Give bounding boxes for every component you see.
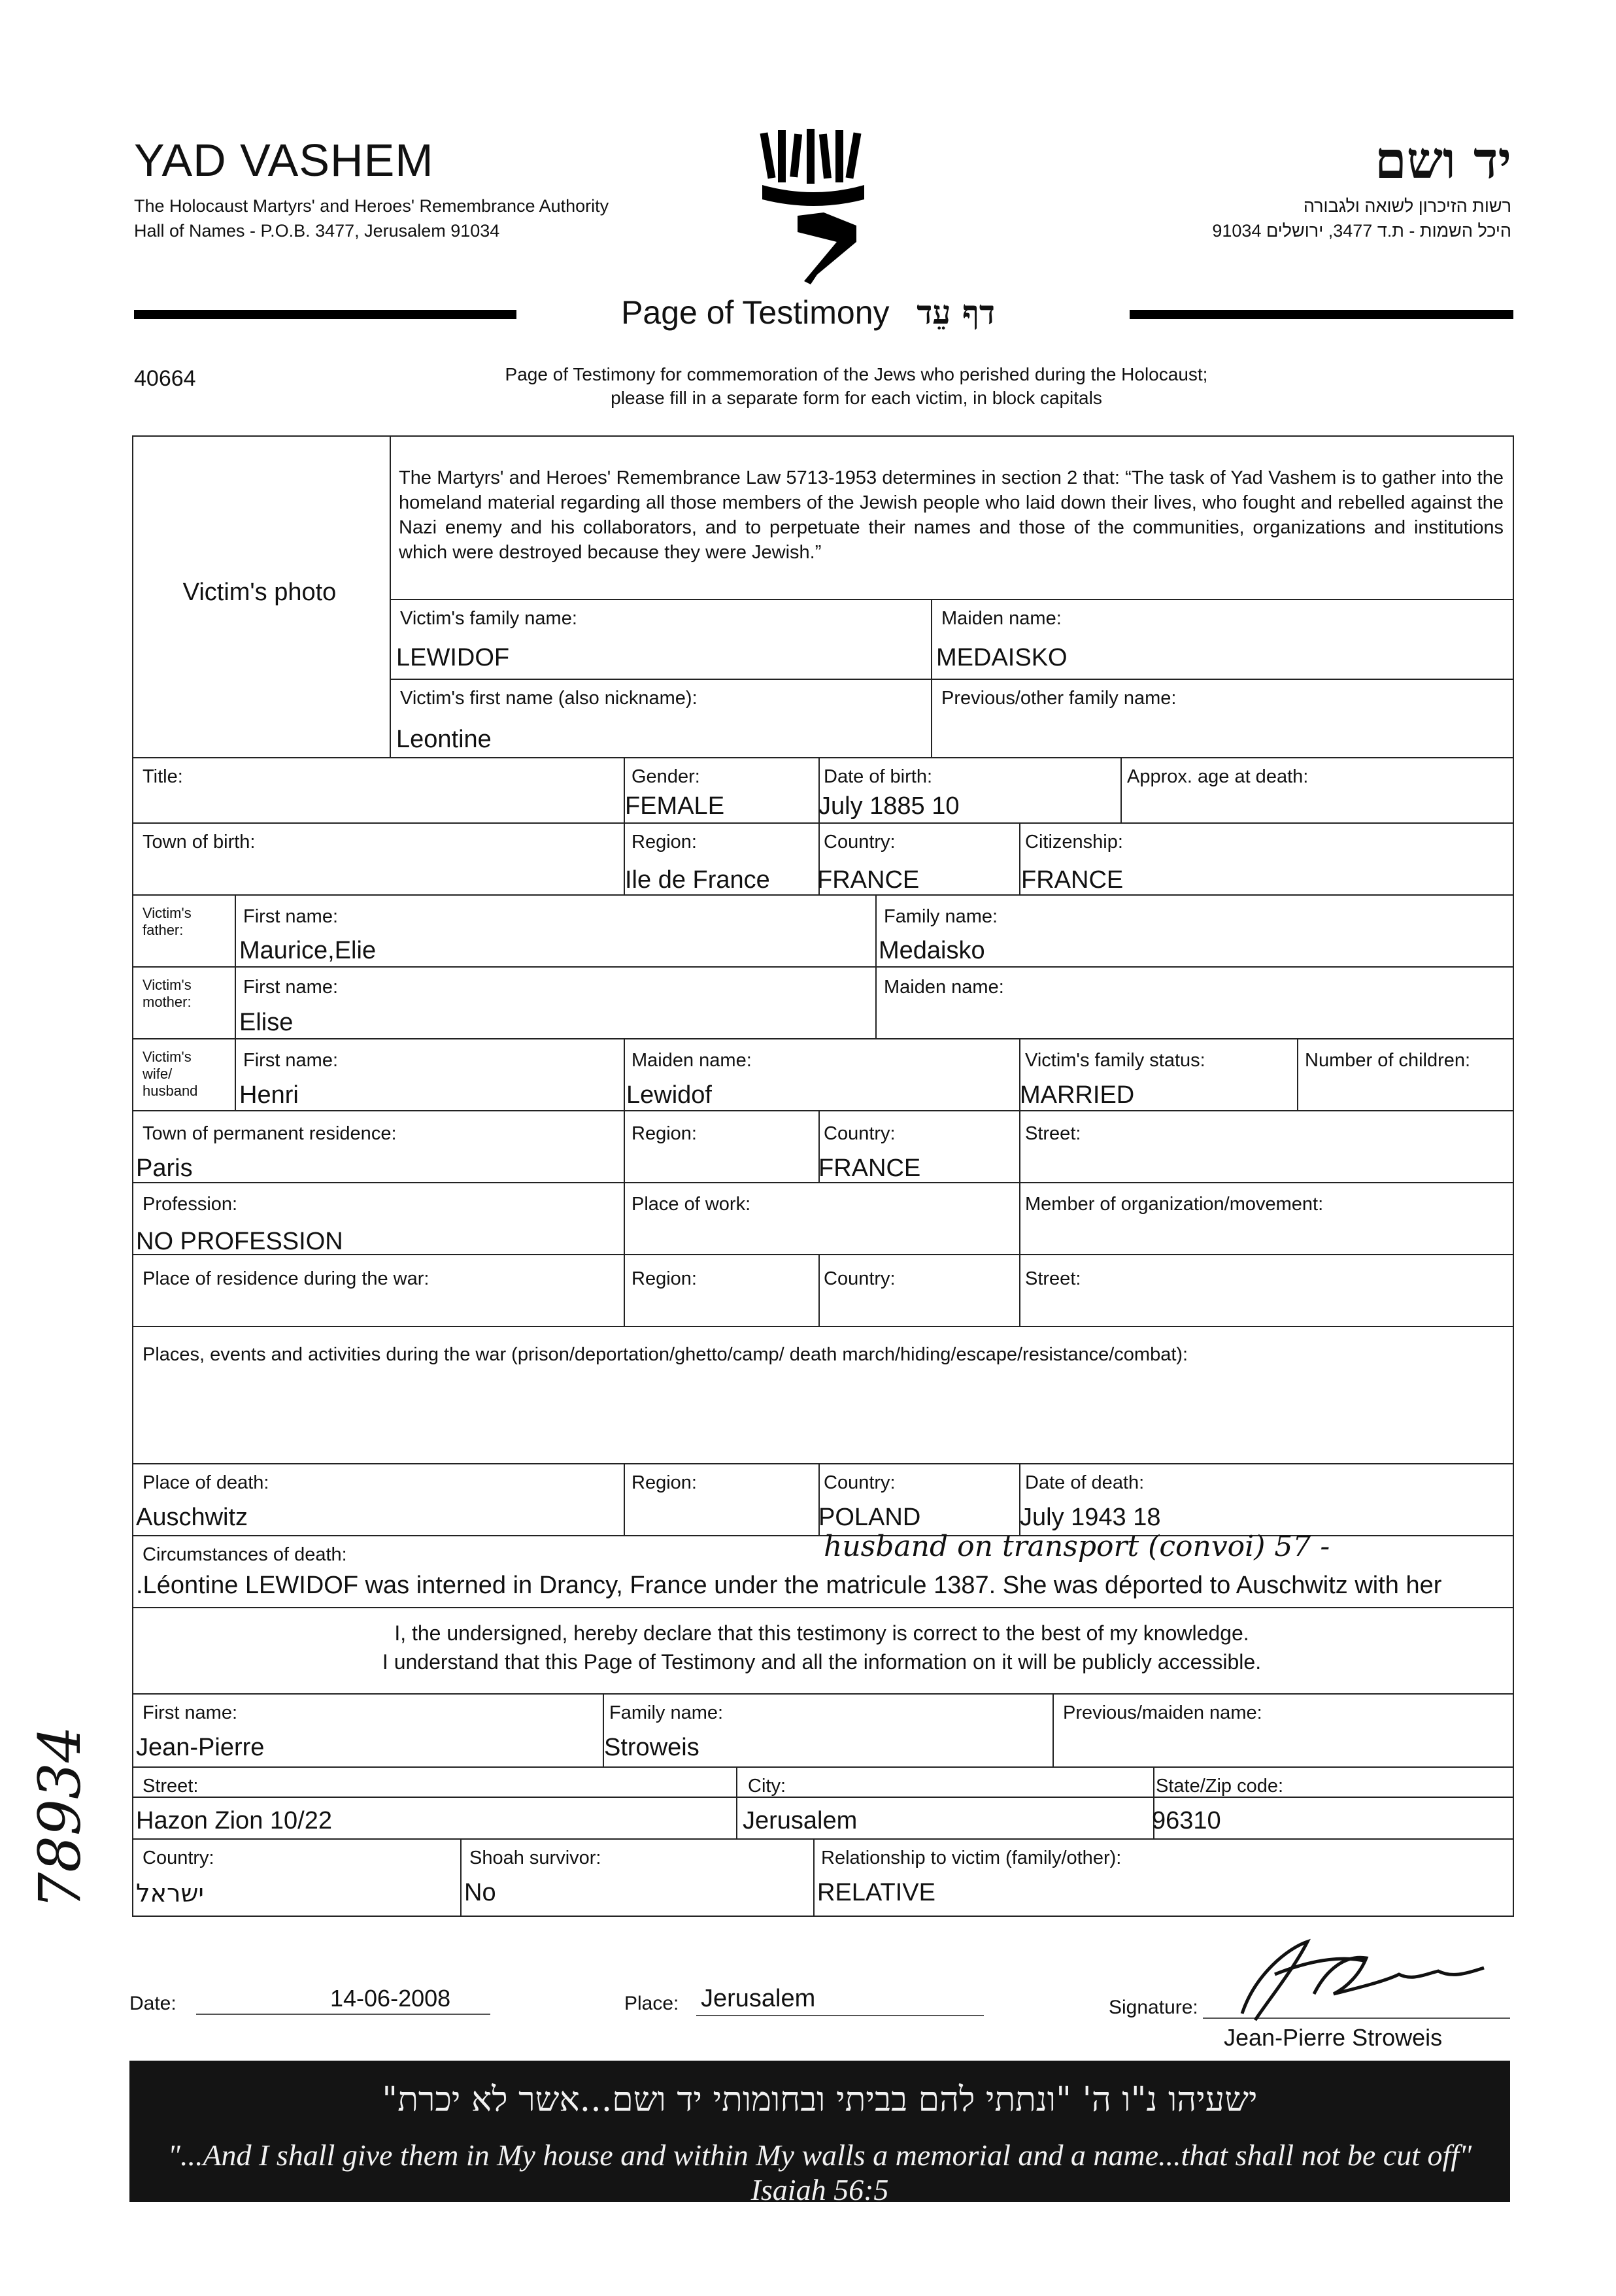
war-residence-label: Place of residence during the war: bbox=[143, 1268, 429, 1289]
law-text: The Martyrs' and Heroes' Remembrance Law 5713-1953 determines in section 2 that: “The task of Yad Vashem is to gather into the homeland material regarding all those members of the Jewish people who laid down their lives, who fought and rebelled against the Nazi enemy and his collaborators, and to perpetuate their names and those of the communities, organizations and institutions which were destroyed because they were Jewish.” bbox=[399, 467, 1504, 563]
profession-label: Profession: bbox=[143, 1194, 238, 1215]
banner-hebrew: ישעיהו נ"ו ה' "ונתתי להם בביתי ובחומותי יד ושם...אשר לא יכרת" bbox=[382, 2080, 1258, 2119]
submitter-city-label: City: bbox=[748, 1776, 786, 1797]
side-note: 78934 bbox=[26, 1726, 93, 1909]
submitter-street-value[interactable]: Hazon Zion 10/22 bbox=[136, 1807, 332, 1834]
children-label: Number of children: bbox=[1305, 1050, 1471, 1071]
spouse-side-label: Victim's wife/ husband bbox=[143, 1049, 198, 1099]
title-label: Title: bbox=[143, 766, 183, 787]
yad-vashem-logo-icon bbox=[758, 127, 869, 291]
org-subtitle-en: The Holocaust Martyrs' and Heroes' Remembrance Authority bbox=[134, 196, 609, 216]
banner-english: "...And I shall give them in My house and within My walls a memorial and a name...that shall not be cut off" Isaiah 56:5 bbox=[167, 2138, 1472, 2206]
gender-value[interactable]: FEMALE bbox=[625, 792, 725, 820]
instruction-line-1: Page of Testimony for commemoration of the Jews who perished during the Holocaust; bbox=[505, 364, 1208, 384]
father-family-label: Family name: bbox=[884, 906, 998, 927]
residence-region-label: Region: bbox=[631, 1123, 697, 1144]
war-street-label: Street: bbox=[1025, 1268, 1081, 1289]
age-label: Approx. age at death: bbox=[1127, 766, 1309, 787]
org-address-en: Hall of Names - P.O.B. 3477, Jerusalem 91034 bbox=[134, 221, 500, 241]
mother-side-label: Victim's mother: bbox=[143, 977, 192, 1010]
residence-country-value[interactable]: FRANCE bbox=[818, 1155, 921, 1182]
form-title-he: דף עֵד bbox=[917, 293, 995, 331]
gender-label: Gender: bbox=[631, 766, 700, 787]
father-side-label: Victim's father: bbox=[143, 905, 192, 938]
place-of-work-label: Place of work: bbox=[631, 1194, 751, 1215]
family-name-label: Victim's family name: bbox=[400, 608, 577, 629]
signature-icon bbox=[1216, 1935, 1490, 2027]
mother-maiden-label: Maiden name: bbox=[884, 977, 1004, 998]
org-subtitle-he: רשות הזיכרון לשואה ולגבורה bbox=[1303, 196, 1511, 216]
relationship-label: Relationship to victim (family/other): bbox=[821, 1848, 1122, 1868]
father-first-value[interactable]: Maurice,Elie bbox=[239, 937, 377, 964]
submitter-prev-label: Previous/maiden name: bbox=[1063, 1702, 1262, 1723]
death-region-label: Region: bbox=[631, 1472, 697, 1493]
place-value[interactable]: Jerusalem bbox=[701, 1985, 816, 2012]
place-of-death-value[interactable]: Auschwitz bbox=[136, 1504, 248, 1531]
citizenship-label: Citizenship: bbox=[1025, 832, 1123, 853]
scripture-banner bbox=[129, 2061, 1510, 2206]
submitter-first-value[interactable]: Jean-Pierre bbox=[136, 1734, 265, 1761]
submitter-country-value[interactable]: ישראל bbox=[136, 1879, 204, 1908]
family-status-value[interactable]: MARRIED bbox=[1020, 1081, 1135, 1109]
declaration-line-1: I, the undersigned, hereby declare that this testimony is correct to the best of my knowledge. bbox=[394, 1621, 1249, 1645]
residence-town-value[interactable]: Paris bbox=[136, 1155, 193, 1182]
country-birth-value[interactable]: FRANCE bbox=[817, 866, 920, 894]
submitter-first-label: First name: bbox=[143, 1702, 238, 1723]
membership-label: Member of organization/movement: bbox=[1025, 1194, 1324, 1215]
form-title-en: Page of Testimony bbox=[621, 294, 890, 331]
relationship-value[interactable]: RELATIVE bbox=[817, 1879, 935, 1906]
signature-label: Signature: bbox=[1109, 1997, 1198, 2018]
profession-value[interactable]: NO PROFESSION bbox=[136, 1228, 343, 1255]
country-birth-label: Country: bbox=[824, 832, 896, 853]
org-name-he: יד ושם bbox=[1375, 131, 1511, 190]
death-country-value[interactable]: POLAND bbox=[818, 1504, 921, 1531]
submitter-city-value[interactable]: Jerusalem bbox=[743, 1807, 858, 1834]
places-events-label: Places, events and activities during the war (prison/deportation/ghetto/camp/ death march/hiding/escape/resistance/combat): bbox=[143, 1344, 1188, 1365]
maiden-name-value[interactable]: MEDAISKO bbox=[936, 644, 1068, 671]
family-name-value[interactable]: LEWIDOF bbox=[396, 644, 510, 671]
circumstances-handwritten: husband on transport (convoi) 57 - bbox=[824, 1530, 1330, 1563]
submitter-family-label: Family name: bbox=[609, 1702, 724, 1723]
submitter-zip-label: State/Zip code: bbox=[1156, 1776, 1284, 1797]
death-date-label: Date of death: bbox=[1025, 1472, 1145, 1493]
dob-label: Date of birth: bbox=[824, 766, 933, 787]
instruction-line-2: please fill in a separate form for each victim, in block capitals bbox=[611, 388, 1102, 408]
declaration-line-2: I understand that this Page of Testimony and all the information on it will be publicly accessible. bbox=[382, 1650, 1262, 1674]
region-birth-label: Region: bbox=[631, 832, 697, 853]
first-name-value[interactable]: Leontine bbox=[396, 726, 492, 753]
father-first-label: First name: bbox=[243, 906, 339, 927]
war-country-label: Country: bbox=[824, 1268, 896, 1289]
mother-first-value[interactable]: Elise bbox=[239, 1009, 294, 1036]
maiden-name-label: Maiden name: bbox=[941, 608, 1062, 629]
submitter-family-value[interactable]: Stroweis bbox=[604, 1734, 699, 1761]
father-family-value[interactable]: Medaisko bbox=[879, 937, 985, 964]
citizenship-value[interactable]: FRANCE bbox=[1021, 866, 1124, 894]
circumstances-label: Circumstances of death: bbox=[143, 1544, 347, 1565]
war-region-label: Region: bbox=[631, 1268, 697, 1289]
declaration bbox=[132, 1619, 1511, 1676]
form-title bbox=[0, 293, 1616, 331]
residence-country-label: Country: bbox=[824, 1123, 896, 1144]
victim-photo-placeholder: Victim's photo bbox=[182, 579, 337, 606]
region-birth-value[interactable]: Ile de France bbox=[625, 866, 770, 894]
place-of-death-label: Place of death: bbox=[143, 1472, 269, 1493]
org-name-en: YAD VASHEM bbox=[134, 135, 434, 186]
survivor-label: Shoah survivor: bbox=[469, 1848, 601, 1868]
family-status-label: Victim's family status: bbox=[1025, 1050, 1205, 1071]
org-address-he: היכל השמות - ת.ד 3477, ירושלים 91034 bbox=[1212, 221, 1511, 241]
spouse-maiden-label: Maiden name: bbox=[631, 1050, 752, 1071]
circumstances-text[interactable]: .Léontine LEWIDOF was interned in Drancy, France under the matricule 1387. She was déported to Auschwitz with her bbox=[136, 1572, 1442, 1599]
submitter-zip-value[interactable]: 96310 bbox=[1152, 1807, 1221, 1834]
spouse-first-label: First name: bbox=[243, 1050, 339, 1071]
mother-first-label: First name: bbox=[243, 977, 339, 998]
residence-street-label: Street: bbox=[1025, 1123, 1081, 1144]
signature-name: Jean-Pierre Stroweis bbox=[1224, 2024, 1443, 2051]
submitter-street-label: Street: bbox=[143, 1776, 199, 1797]
death-country-label: Country: bbox=[824, 1472, 896, 1493]
first-name-label: Victim's first name (also nickname): bbox=[400, 688, 698, 709]
spouse-first-value[interactable]: Henri bbox=[239, 1081, 299, 1109]
date-label: Date: bbox=[129, 1993, 177, 2014]
residence-town-label: Town of permanent residence: bbox=[143, 1123, 397, 1144]
town-of-birth-label: Town of birth: bbox=[143, 832, 256, 853]
date-value[interactable]: 14-06-2008 bbox=[330, 1985, 451, 2012]
instructions bbox=[366, 363, 1347, 410]
death-date-value[interactable]: July 1943 18 bbox=[1020, 1504, 1161, 1531]
dob-value[interactable]: July 1885 10 bbox=[818, 792, 960, 820]
submitter-country-label: Country: bbox=[143, 1848, 214, 1868]
survivor-value[interactable]: No bbox=[464, 1879, 496, 1906]
prev-family-name-label: Previous/other family name: bbox=[941, 688, 1177, 709]
spouse-maiden-value[interactable]: Lewidof bbox=[626, 1081, 712, 1109]
place-label: Place: bbox=[624, 1993, 679, 2014]
form-number: 40664 bbox=[134, 366, 196, 391]
